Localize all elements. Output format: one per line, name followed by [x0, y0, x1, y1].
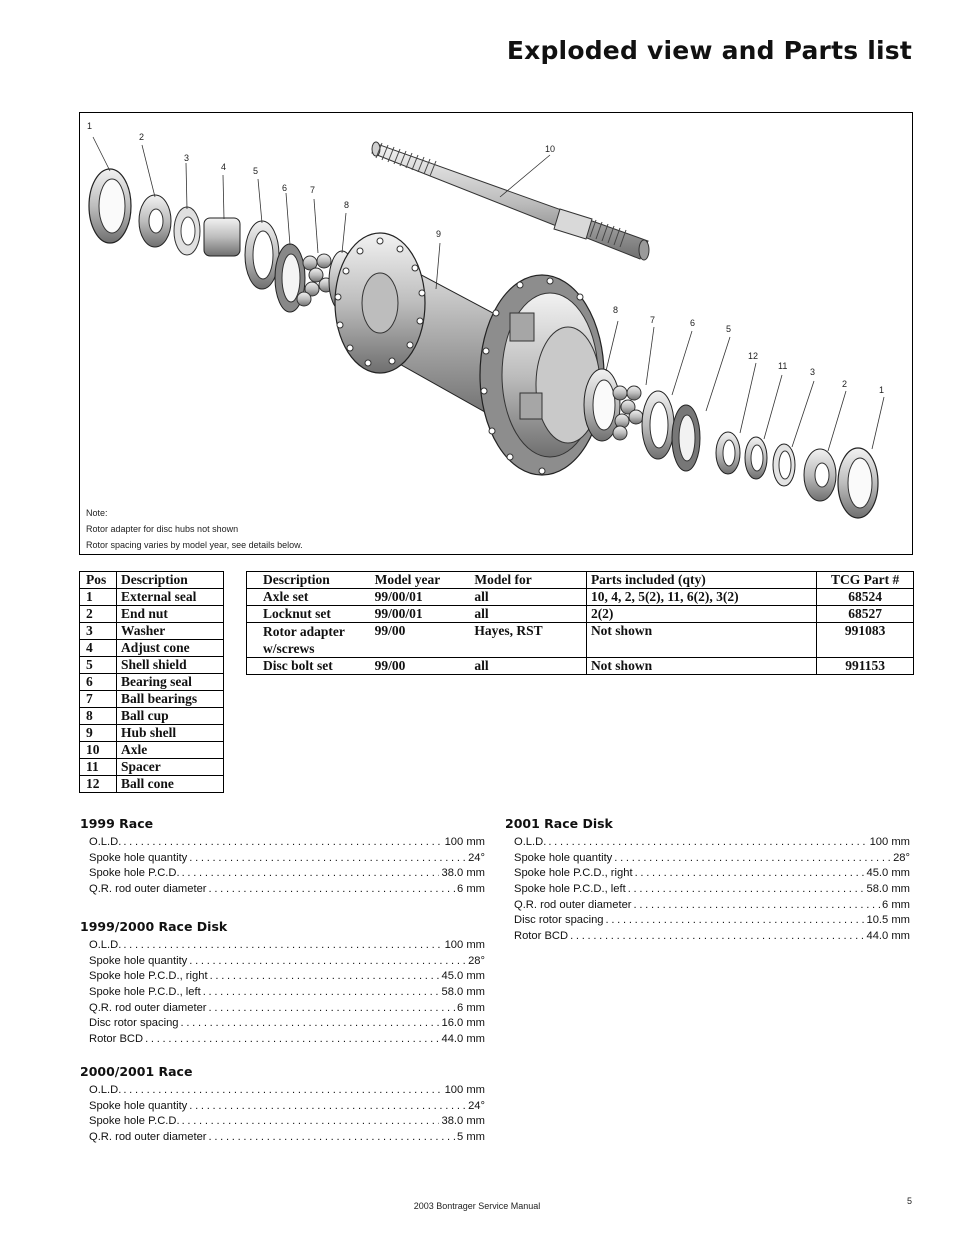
diagram-note — [86, 505, 303, 553]
model-for-cell: Hayes, RST — [470, 623, 586, 658]
callout-label: 12 — [748, 351, 759, 361]
sets-table — [246, 571, 914, 675]
spec-label: Spoke hole P.C.D., left — [514, 883, 626, 896]
spec-value: 100 mm — [444, 939, 485, 951]
pos-cell: 4 — [80, 640, 117, 657]
table-row — [80, 742, 224, 759]
column-header: Model year — [371, 572, 471, 589]
spec-value: 5 mm — [457, 1131, 485, 1144]
table-row — [247, 606, 914, 623]
table-row — [80, 708, 224, 725]
spec-label: Q.R. rod outer diameter — [89, 883, 207, 896]
spec-row — [89, 938, 485, 954]
spec-label: Spoke hole quantity — [89, 954, 188, 967]
spec-label: Spoke hole P.C.D., right — [89, 970, 208, 983]
callout-label: 6 — [282, 183, 288, 193]
spec-row — [514, 851, 910, 867]
model-for-cell: all — [470, 589, 586, 606]
left-parts — [89, 169, 355, 312]
spec-value: 6 mm — [457, 1001, 485, 1014]
table-row — [80, 657, 224, 674]
spec-label: O.L.D. — [89, 836, 122, 848]
spec-label: Q.R. rod outer diameter — [89, 1001, 207, 1014]
table-row — [80, 674, 224, 691]
pos-cell: 10 — [80, 742, 117, 759]
spec-label: Spoke hole P.C.D., right — [514, 867, 633, 880]
spec-value: 100 mm — [444, 836, 485, 848]
spec-section-title: 1999/2000 Race Disk — [80, 919, 228, 934]
spec-label: O.L.D. — [89, 1084, 122, 1096]
table-row — [80, 606, 224, 623]
page-number: 5 — [906, 1196, 912, 1206]
tcg-part-cell: 991083 — [817, 623, 914, 658]
spec-row — [89, 969, 485, 985]
callout-label: 5 — [253, 166, 259, 176]
spec-label: Spoke hole P.C.D. — [89, 867, 180, 880]
spec-value: 24° — [468, 851, 485, 864]
spec-label: Spoke hole quantity — [89, 1099, 188, 1112]
spec-row — [89, 954, 485, 970]
description-cell: Locknut set — [247, 606, 371, 623]
spec-row — [89, 1083, 485, 1099]
spec-label: Q.R. rod outer diameter — [514, 898, 632, 911]
spec-section — [80, 919, 485, 1048]
pos-cell: 6 — [80, 674, 117, 691]
description-cell: External seal — [117, 589, 224, 606]
column-header: Model for — [470, 572, 586, 589]
spec-value: 6 mm — [882, 898, 910, 911]
description-cell: Ball bearings — [117, 691, 224, 708]
spec-row — [89, 1114, 485, 1130]
spec-value: 44.0 mm — [441, 1033, 485, 1046]
spec-value: 28° — [893, 851, 910, 864]
spec-value: 38.0 mm — [441, 1115, 485, 1128]
callout-label: 9 — [436, 229, 442, 239]
spec-value: 100 mm — [869, 836, 910, 848]
right-parts — [584, 369, 878, 518]
spec-value: 16.0 mm — [441, 1017, 485, 1030]
spec-label: O.L.D. — [89, 939, 122, 951]
column-header: Parts included (qty) — [586, 572, 816, 589]
description-cell: Shell shield — [117, 657, 224, 674]
model-for-cell: all — [470, 606, 586, 623]
spec-label: O.L.D. — [514, 836, 547, 848]
spec-value: 58.0 mm — [441, 986, 485, 999]
spec-row — [89, 1099, 485, 1115]
table-row — [80, 776, 224, 793]
callout-label: 2 — [139, 132, 145, 142]
table-row — [80, 623, 224, 640]
spec-row — [514, 913, 910, 929]
model-year-cell: 99/00 — [371, 658, 471, 675]
callout-label: 6 — [690, 318, 696, 328]
callout-label: 3 — [810, 367, 816, 377]
page-footer: 2003 Bontrager Service Manual — [413, 1201, 541, 1211]
description-cell: Axle — [117, 742, 224, 759]
spec-row — [89, 1016, 485, 1032]
spec-value: 28° — [468, 954, 485, 967]
pos-cell: 12 — [80, 776, 117, 793]
description-cell: Disc bolt set — [247, 658, 371, 675]
spec-row — [89, 1130, 485, 1146]
spec-section — [505, 816, 910, 945]
description-cell: Bearing seal — [117, 674, 224, 691]
description-cell: Axle set — [247, 589, 371, 606]
spec-value: 45.0 mm — [441, 970, 485, 983]
callout-label: 10 — [545, 144, 556, 154]
spec-row — [514, 882, 910, 898]
spec-value: 10.5 mm — [866, 914, 910, 927]
callout-label: 4 — [221, 162, 227, 172]
pos-cell: 11 — [80, 759, 117, 776]
pos-cell: 2 — [80, 606, 117, 623]
spec-row — [514, 929, 910, 945]
parts-included-cell: 2(2) — [586, 606, 816, 623]
callout-label: 8 — [344, 200, 350, 210]
parts-included-cell: Not shown — [586, 623, 816, 658]
spec-label: Q.R. rod outer diameter — [89, 1131, 207, 1144]
callout-label: 8 — [613, 305, 619, 315]
pos-cell: 8 — [80, 708, 117, 725]
spec-label: Spoke hole quantity — [514, 851, 613, 864]
model-year-cell: 99/00/01 — [371, 589, 471, 606]
spec-value: 100 mm — [444, 1084, 485, 1096]
table-row — [80, 759, 224, 776]
model-year-cell: 99/00/01 — [371, 606, 471, 623]
pos-cell: 9 — [80, 725, 117, 742]
spec-section-title: 1999 Race — [80, 816, 154, 831]
description-cell: Hub shell — [117, 725, 224, 742]
column-header: Pos — [80, 572, 117, 589]
description-cell: Spacer — [117, 759, 224, 776]
spec-section-title: 2001 Race Disk — [505, 816, 613, 831]
note-line: Rotor spacing varies by model year, see details below. — [86, 540, 303, 550]
spec-row — [89, 985, 485, 1001]
spec-label: Disc rotor spacing — [89, 1017, 179, 1030]
spec-label: Disc rotor spacing — [514, 914, 604, 927]
pos-cell: 3 — [80, 623, 117, 640]
spec-section — [80, 1064, 485, 1146]
table-row — [80, 589, 224, 606]
spec-row — [514, 898, 910, 914]
pos-cell: 1 — [80, 589, 117, 606]
spec-row — [89, 866, 485, 882]
callout-label: 3 — [184, 153, 190, 163]
note-line: Note: — [86, 508, 108, 518]
axle-part — [372, 142, 649, 260]
spec-value: 45.0 mm — [866, 867, 910, 880]
spec-row — [89, 1032, 485, 1048]
column-header: TCG Part # — [817, 572, 914, 589]
callout-label: 2 — [842, 379, 848, 389]
spec-row — [514, 866, 910, 882]
hub-exploded-illustration — [80, 113, 912, 554]
hub-shell-part — [335, 233, 604, 475]
spec-label: Spoke hole quantity — [89, 851, 188, 864]
description-cell: Washer — [117, 623, 224, 640]
spec-label: Spoke hole P.C.D. — [89, 1115, 180, 1128]
table-header-row — [247, 572, 914, 589]
callout-label: 11 — [778, 361, 788, 371]
table-row — [247, 589, 914, 606]
table-header-row — [80, 572, 224, 589]
column-header: Description — [117, 572, 224, 589]
table-row — [80, 640, 224, 657]
spec-label: Rotor BCD — [514, 930, 569, 943]
spec-label: Rotor BCD — [89, 1033, 144, 1046]
table-row — [247, 658, 914, 675]
description-cell: End nut — [117, 606, 224, 623]
callout-label: 7 — [650, 315, 656, 325]
spec-value: 58.0 mm — [866, 883, 910, 896]
pos-cell: 7 — [80, 691, 117, 708]
parts-included-cell: Not shown — [586, 658, 816, 675]
spec-value: 24° — [468, 1099, 485, 1112]
callout-label: 1 — [879, 385, 885, 395]
description-cell: Ball cup — [117, 708, 224, 725]
model-year-cell: 99/00 — [371, 623, 471, 658]
callout-label: 5 — [726, 324, 732, 334]
parts-table — [79, 571, 224, 793]
table-row — [80, 725, 224, 742]
column-header: Description — [247, 572, 371, 589]
tcg-part-cell: 68527 — [817, 606, 914, 623]
page-title: Exploded view and Parts list — [506, 36, 912, 65]
spec-section-title: 2000/2001 Race — [80, 1064, 193, 1079]
spec-section — [80, 816, 485, 898]
spec-row — [89, 882, 485, 898]
description-cell: Ball cone — [117, 776, 224, 793]
table-row — [247, 623, 914, 658]
spec-row — [89, 835, 485, 851]
spec-row — [89, 851, 485, 867]
callout-label: 7 — [310, 185, 316, 195]
model-for-cell: all — [470, 658, 586, 675]
tcg-part-cell: 68524 — [817, 589, 914, 606]
exploded-view-diagram — [79, 112, 913, 555]
spec-value: 38.0 mm — [441, 867, 485, 880]
note-line: Rotor adapter for disc hubs not shown — [86, 524, 239, 534]
spec-row — [514, 835, 910, 851]
spec-value: 6 mm — [457, 883, 485, 896]
spec-value: 44.0 mm — [866, 930, 910, 943]
tcg-part-cell: 991153 — [817, 658, 914, 675]
callout-label: 1 — [87, 121, 93, 131]
parts-included-cell: 10, 4, 2, 5(2), 11, 6(2), 3(2) — [586, 589, 816, 606]
spec-row — [89, 1001, 485, 1017]
description-cell: Rotor adapter w/screws — [247, 623, 371, 658]
spec-label: Spoke hole P.C.D., left — [89, 986, 201, 999]
description-cell: Adjust cone — [117, 640, 224, 657]
table-row — [80, 691, 224, 708]
pos-cell: 5 — [80, 657, 117, 674]
